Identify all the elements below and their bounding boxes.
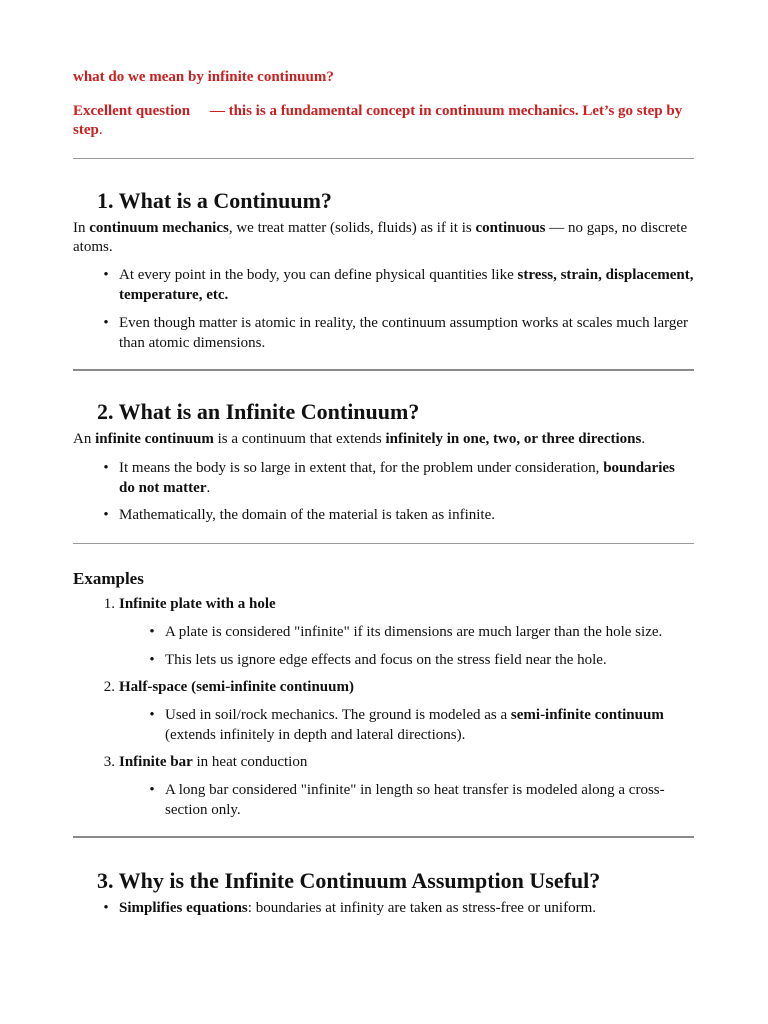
bold-term: infinite continuum — [95, 431, 214, 447]
text: Mathematically, the domain of the material is taken as infinite. — [119, 507, 495, 523]
bold-term: boundaries do not matter — [119, 460, 675, 496]
text: In — [73, 220, 90, 236]
text: This lets us ignore edge effects and focus on the stress field near the hole. — [165, 652, 607, 668]
intro-part-b: — this is a fundamental concept in continuum mechanics. Let’s go step by step — [73, 103, 683, 138]
item-number: 2. — [103, 679, 115, 695]
answer-intro — [73, 102, 698, 140]
bullet-item — [149, 781, 690, 820]
section-2-heading: 2. What is an Infinite Continuum? — [97, 399, 420, 424]
intro-end: . — [98, 122, 103, 138]
bullet-item — [149, 706, 690, 745]
text: At every point in the body, you can define physical quantities like — [119, 267, 518, 283]
divider — [73, 369, 694, 371]
example-title: Infinite plate with a hole — [119, 596, 276, 612]
text: An — [73, 431, 96, 447]
bold-term: continuous — [475, 220, 546, 236]
text: Used in soil/rock mechanics. The ground is modeled as a — [165, 707, 511, 723]
bold-term: continuum mechanics — [89, 220, 229, 236]
bold-term: Simplifies equations — [119, 900, 248, 916]
bullet-icon: • — [149, 624, 155, 640]
bullet-item — [103, 314, 694, 353]
divider — [73, 836, 694, 838]
divider — [73, 543, 694, 544]
text: in heat conduction — [192, 754, 308, 770]
text: is a continuum that extends — [213, 431, 386, 447]
text: . — [641, 431, 646, 447]
bullet-icon: • — [103, 267, 109, 283]
intro-part-a: Excellent question — [73, 103, 191, 119]
text: A long bar considered "infinite" in length so heat transfer is modeled along a cross-section only. — [165, 782, 665, 818]
bullet-icon: • — [103, 460, 109, 476]
examples-heading: Examples — [73, 569, 144, 588]
bullet-icon: • — [149, 707, 155, 723]
example-item-2 — [103, 678, 354, 697]
bullet-icon: • — [149, 652, 155, 668]
bullet-item — [103, 899, 694, 919]
example-title: Half-space (semi-infinite continuum) — [119, 679, 354, 695]
example-item-1 — [103, 595, 276, 614]
bullet-item — [103, 266, 694, 305]
divider — [73, 158, 694, 159]
section-1-heading: 1. What is a Continuum? — [97, 188, 332, 213]
section-2-paragraph — [73, 430, 693, 449]
example-item-3 — [103, 753, 308, 772]
bullet-item — [103, 459, 694, 498]
bold-term: semi-infinite continuum — [510, 707, 664, 723]
bullet-item — [103, 506, 694, 526]
text: It means the body is so large in extent that, for the problem under consideration, — [119, 460, 604, 476]
bullet-item — [149, 651, 690, 671]
bullet-icon: • — [149, 782, 155, 798]
bullet-item — [149, 623, 690, 643]
example-title: Infinite bar — [119, 754, 193, 770]
text: Even though matter is atomic in reality, the continuum assumption works at scales much larger than atomic dimensions. — [119, 315, 689, 351]
text: . — [206, 479, 211, 496]
text: — no gaps, no discrete atoms. — [73, 220, 688, 255]
bullet-icon: • — [103, 507, 109, 523]
text: : boundaries at infinity are taken as stress-free or uniform. — [247, 900, 596, 916]
section-1-paragraph — [73, 219, 693, 257]
user-question: what do we mean by infinite continuum? — [73, 69, 334, 85]
text: , we treat matter (solids, fluids) as if it is — [228, 220, 476, 236]
bullet-icon: • — [103, 315, 109, 331]
bullet-icon: • — [103, 900, 109, 916]
text: A plate is considered "infinite" if its dimensions are much larger than the hole size. — [165, 624, 663, 640]
section-3-heading: 3. Why is the Infinite Continuum Assumption Useful? — [97, 868, 601, 893]
bold-term: infinitely in one, two, or three directions — [385, 431, 642, 447]
item-number: 1. — [103, 596, 115, 612]
bold-term: stress, strain, displacement, temperature, etc. — [119, 267, 694, 303]
item-number: 3. — [103, 754, 115, 770]
text: (extends infinitely in depth and lateral directions). — [165, 726, 466, 743]
